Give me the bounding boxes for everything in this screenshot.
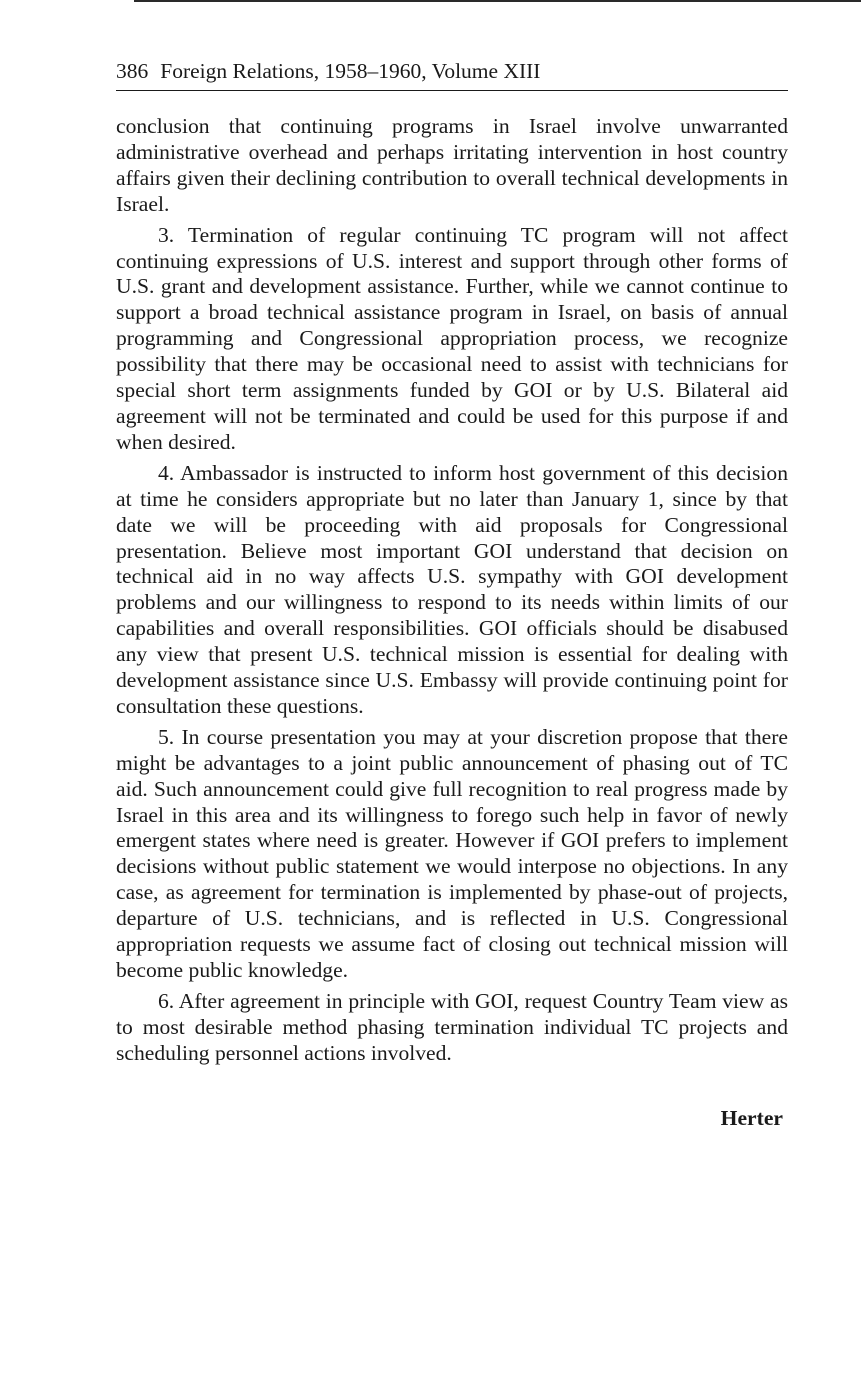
- paragraph-5: 5. In course presentation you may at your discretion propose that there might be advantages to a joint public announcement of phasing out of TC aid. Such announcement could give full recognition to real progress made by Israel in this area and its willingness to forego such help in favor of newly emergent states where need is greater. However if GOI prefers to implement decisions without public statement we would interpose no objections. In any case, as agreement for termination is implemented by phase-out of projects, departure of U.S. technicians, and is reflected in U.S. Congressional appropriation requests we assume fact of closing out technical mission will become public knowledge.: [116, 724, 788, 982]
- document-body: [116, 114, 788, 1072]
- paragraph-continuation: conclusion that continuing programs in Israel involve unwarranted administrative overhead and perhaps irritating intervention in host country affairs given their declining contribution to overall technical developments in Israel.: [116, 114, 788, 216]
- paragraph-4: 4. Ambassador is instructed to inform host government of this decision at time he considers appropriate but no later than January 1, since by that date we will be proceeding with aid proposals for Congressional presentation. Believe most important GOI understand that decision on technical aid in no way affects U.S. sympathy with GOI development problems and our willingness to respond to its needs within limits of our capabilities and overall responsibilities. GOI officials should be disabused any view that present U.S. technical mission is essential for dealing with development assistance since U.S. Embassy will provide continuing point for consultation these questions.: [116, 460, 788, 718]
- publication-title: Foreign Relations, 1958–1960, Volume XIII: [160, 59, 541, 83]
- signature: Herter: [720, 1106, 783, 1130]
- paragraph-3: 3. Termination of regular continuing TC program will not affect continuing expressions of U.S. interest and support through other forms of U.S. grant and development assistance. Further, while we cannot continue to support a broad technical assistance program in Israel, on basis of annual programming and Congressional appropriation process, we recognize possibility that there may be occasional need to assist with technicians for special short term assignments funded by GOI or by U.S. Bilateral aid agreement will not be terminated and could be used for this purpose if and when desired.: [116, 222, 788, 454]
- page-number: 386: [116, 59, 149, 83]
- page-top-edge-rule: [134, 0, 861, 2]
- running-header: [116, 56, 788, 91]
- paragraph-6: 6. After agreement in principle with GOI, request Country Team view as to most desirable method phasing termination individual TC projects and scheduling personnel actions involved.: [116, 988, 788, 1065]
